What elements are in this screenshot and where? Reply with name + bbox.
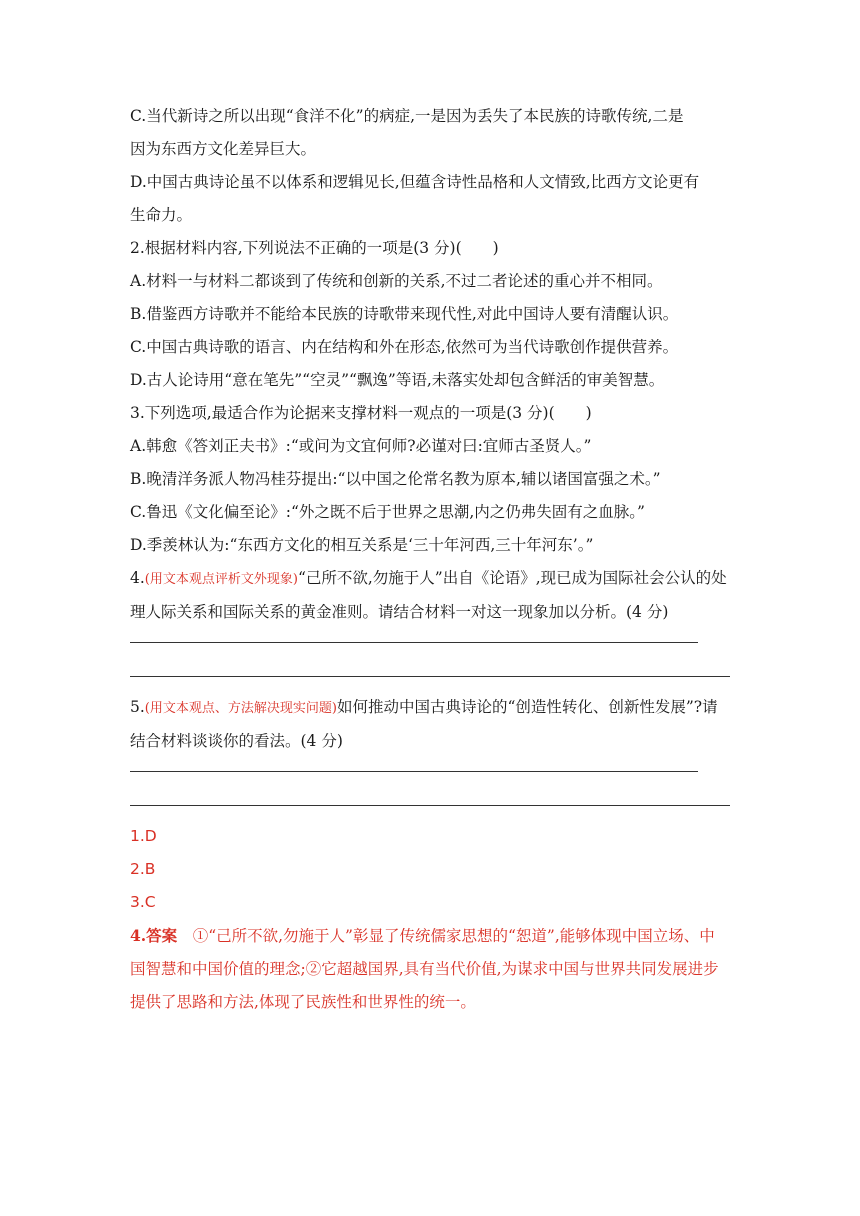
q1-option-d-line1: D.中国古典诗论虽不以体系和逻辑见长,但蕴含诗性品格和人文情致,比西方文论更有 [130,173,700,191]
q3-option-b: B.晚清洋务派人物冯桂芬提出:“以中国之伦常名教为原本,辅以诸国富强之术。” [130,470,661,488]
q1-option-c-line1: C.当代新诗之所以出现“食洋不化”的病症,一是因为丢失了本民族的诗歌传统,二是 [130,107,684,125]
q3-stem: 3.下列选项,最适合作为论据来支撑材料一观点的一项是(3 分)( ) [130,404,592,422]
q2-option-b: B.借鉴西方诗歌并不能给本民族的诗歌带来现代性,对此中国诗人要有清醒认识。 [130,305,679,323]
answer-2: 2.B [130,860,156,878]
answer-1: 1.D [130,827,157,845]
q2-option-c: C.中国古典诗歌的语言、内在结构和外在形态,依然可为当代诗歌创作提供营养。 [130,338,679,356]
q3-option-c: C.鲁迅《文化偏至论》:“外之既不后于世界之思潮,内之仍弗失固有之血脉。” [130,503,645,521]
answer-4-text: ①“己所不欲,勿施于人”彰显了传统儒家思想的“恕道”,能够体现中国立场、中国智慧和中国价值的理念;②它超越国界,具有当代价值,为谋求中国与世界共同发展进步提供了思路和方法,体现了民族性和世界性的统一。 [130,927,719,1011]
q5-text: 如何推动中国古典诗论的“创造性转化、创新性发展”?请结合材料谈谈你的看法。(4 分) [130,698,718,750]
q1-option-d-line2: 生命力。 [130,206,193,224]
q1-option-c-line2: 因为东西方文化差异巨大。 [130,140,317,158]
q5-number: 5. [130,698,145,716]
answer-4-label: 4.答案 [130,926,178,945]
q4-type-tag: (用文本观点评析文外现象) [144,572,298,587]
document-page [130,100,730,1019]
q4-question [130,562,730,629]
q2-option-d: D.古人论诗用“意在笔先”“空灵”“飘逸”等语,未落实处却包含鲜活的审美智慧。 [130,371,665,389]
q2-stem: 2.根据材料内容,下列说法不正确的一项是(3 分)( ) [130,239,499,257]
q5-type-tag: (用文本观点、方法解决现实问题) [144,701,337,716]
q2-option-a: A.材料一与材料二都谈到了传统和创新的关系,不过二者论述的重心并不相同。 [130,272,663,290]
q3-option-a: A.韩愈《答刘正夫书》:“或问为文宜何师?必谨对曰:宜师古圣贤人。” [130,437,592,455]
q3-option-d: D.季羡林认为:“东西方文化的相互关系是‘三十年河西,三十年河东’。” [130,536,594,554]
answer-4 [130,919,730,1019]
answer-3: 3.C [130,893,156,911]
q4-text: “己所不欲,勿施于人”出自《论语》,现已成为国际社会公认的处理人际关系和国际关系的黄金准则。请结合材料一对这一现象加以分析。(4 分) [130,569,727,621]
q5-question [130,691,730,758]
q4-number: 4. [130,569,145,587]
